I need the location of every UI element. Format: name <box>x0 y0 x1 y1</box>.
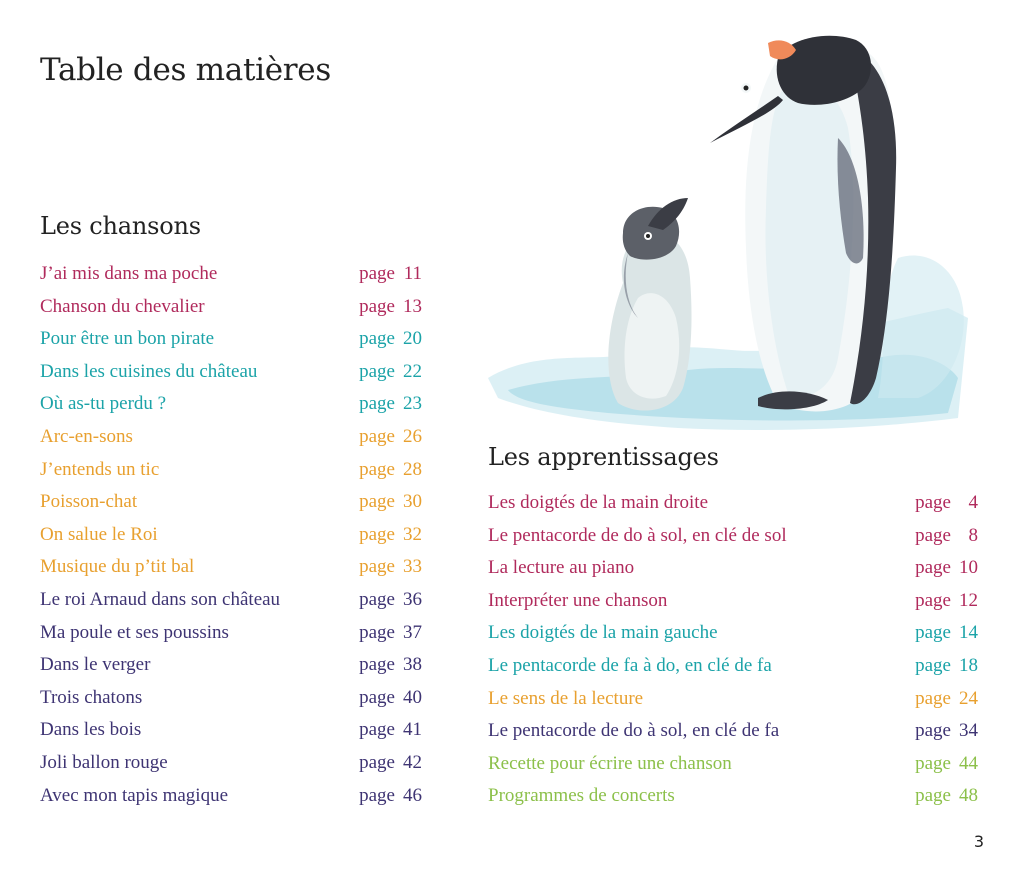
toc-entry-page <box>915 487 978 520</box>
toc-page-number: 46 <box>403 784 422 806</box>
toc-page-label: page <box>359 621 395 643</box>
toc-page-label: page <box>915 785 951 807</box>
toc-entry[interactable] <box>488 715 978 748</box>
toc-entry-title: Musique du p’tit bal <box>40 556 195 578</box>
toc-entry-title: Dans les bois <box>40 719 142 741</box>
toc-entry-title: On salue le Roi <box>40 523 158 545</box>
toc-entry-page <box>359 649 422 682</box>
toc-entry-page <box>915 617 978 650</box>
toc-entry-title: La lecture au piano <box>488 557 635 579</box>
page-number: 3 <box>973 832 984 851</box>
toc-page-number: 34 <box>959 720 978 742</box>
toc-entry-title: Pour être un bon pirate <box>40 328 215 350</box>
toc-page-label: page <box>359 295 395 317</box>
toc-entry-page <box>359 780 422 813</box>
toc-entry[interactable] <box>40 258 422 291</box>
toc-entry-page <box>359 714 422 747</box>
toc-entry[interactable] <box>40 323 422 356</box>
toc-page-number: 33 <box>403 556 422 578</box>
toc-entry-title: Recette pour écrire une chanson <box>488 752 732 774</box>
toc-page-number: 42 <box>403 751 422 773</box>
toc-entry-page <box>915 683 978 716</box>
toc-page-label: page <box>359 263 395 284</box>
toc-page-number: 13 <box>403 295 422 317</box>
toc-entry-title: Programmes de concerts <box>488 785 675 807</box>
toc-page-label: page <box>359 556 395 578</box>
toc-page-number: 23 <box>403 393 422 415</box>
toc-page-number: 11 <box>403 263 422 284</box>
toc-page-number: 30 <box>403 491 422 513</box>
toc-entry[interactable] <box>40 291 422 324</box>
toc-entry[interactable] <box>40 780 422 813</box>
songs-list <box>40 258 422 812</box>
toc-entry-title: Chanson du chevalier <box>40 295 205 317</box>
toc-entry[interactable] <box>40 454 422 487</box>
songs-section-heading: Les chansons <box>40 212 201 240</box>
toc-page-label: page <box>359 588 395 610</box>
toc-entry-page <box>359 682 422 715</box>
learning-section-heading: Les apprentissages <box>488 443 719 471</box>
toc-page-label: page <box>359 328 395 350</box>
toc-entry[interactable] <box>488 487 978 520</box>
toc-entry-page <box>359 421 422 454</box>
learning-list <box>488 487 978 813</box>
penguins-illustration <box>478 18 978 448</box>
toc-entry[interactable] <box>40 682 422 715</box>
toc-entry-title: J’ai mis dans ma poche <box>40 263 218 284</box>
toc-page-number: 40 <box>403 686 422 708</box>
toc-entry-page <box>359 551 422 584</box>
toc-page-label: page <box>359 360 395 382</box>
toc-entry-title: Les doigtés de la main droite <box>488 492 709 513</box>
toc-entry-title: Le sens de la lecture <box>488 687 644 709</box>
toc-page-number: 36 <box>403 588 422 610</box>
toc-page-label: page <box>359 784 395 806</box>
toc-entry[interactable] <box>488 617 978 650</box>
toc-entry-title: Dans le verger <box>40 654 151 676</box>
toc-entry[interactable] <box>488 748 978 781</box>
toc-entry[interactable] <box>40 714 422 747</box>
toc-page-number: 44 <box>959 752 978 774</box>
toc-page-number: 20 <box>403 328 422 350</box>
toc-entry-page <box>915 585 978 618</box>
toc-page-label: page <box>915 524 951 546</box>
toc-entry-page <box>359 258 422 291</box>
toc-page-number: 24 <box>959 687 978 709</box>
toc-entry[interactable] <box>488 780 978 813</box>
toc-entry-page <box>359 388 422 421</box>
toc-entry-title: Le roi Arnaud dans son château <box>40 588 281 610</box>
toc-entry[interactable] <box>40 649 422 682</box>
toc-page-number: 8 <box>968 524 978 546</box>
toc-entry-title: Où as-tu perdu ? <box>40 393 167 415</box>
toc-entry[interactable] <box>40 519 422 552</box>
toc-entry[interactable] <box>40 486 422 519</box>
toc-entry[interactable] <box>488 585 978 618</box>
toc-entry-page <box>359 291 422 324</box>
toc-page-number: 38 <box>403 654 422 676</box>
toc-entry-page <box>915 552 978 585</box>
toc-entry-title: J’entends un tic <box>40 458 160 480</box>
toc-page-number: 37 <box>403 621 422 643</box>
toc-entry-title: Les doigtés de la main gauche <box>488 622 718 644</box>
toc-entry-title: Interpréter une chanson <box>488 589 668 611</box>
toc-page-label: page <box>359 523 395 545</box>
toc-page-label: page <box>915 622 951 644</box>
toc-page-label: page <box>359 393 395 415</box>
toc-page-label: page <box>915 720 951 742</box>
toc-entry-page <box>359 356 422 389</box>
toc-entry[interactable] <box>40 551 422 584</box>
toc-page-number: 12 <box>959 589 978 611</box>
toc-entry[interactable] <box>40 421 422 454</box>
toc-entry[interactable] <box>488 650 978 683</box>
toc-page-label: page <box>359 491 395 513</box>
toc-page-label: page <box>359 458 395 480</box>
toc-page-label: page <box>915 557 951 579</box>
toc-entry-title: Le pentacorde de do à sol, en clé de fa <box>488 720 780 742</box>
toc-entry-page <box>915 780 978 813</box>
toc-page-number: 18 <box>959 654 978 676</box>
toc-entry-title: Trois chatons <box>40 686 143 708</box>
toc-entry[interactable] <box>488 552 978 585</box>
toc-page-number: 14 <box>959 622 978 644</box>
toc-page-number: 48 <box>959 785 978 807</box>
toc-page-number: 4 <box>968 492 978 513</box>
toc-page-label: page <box>359 686 395 708</box>
toc-entry[interactable] <box>40 584 422 617</box>
toc-entry[interactable] <box>488 683 978 716</box>
toc-entry-page <box>359 584 422 617</box>
toc-entry-page <box>359 323 422 356</box>
toc-entry-page <box>915 715 978 748</box>
toc-page-label: page <box>915 589 951 611</box>
toc-page-number: 28 <box>403 458 422 480</box>
toc-entry[interactable] <box>40 617 422 650</box>
toc-entry-page <box>915 748 978 781</box>
toc-entry-title: Arc-en-sons <box>40 425 133 447</box>
toc-entry-title: Dans les cuisines du château <box>40 360 258 382</box>
toc-entry[interactable] <box>40 388 422 421</box>
toc-page-label: page <box>915 492 951 513</box>
toc-entry-page <box>359 519 422 552</box>
toc-entry-page <box>915 520 978 553</box>
toc-page-label: page <box>915 752 951 774</box>
toc-entry-title: Le pentacorde de do à sol, en clé de sol <box>488 524 787 546</box>
toc-page-label: page <box>359 425 395 447</box>
toc-page-number: 10 <box>959 557 978 579</box>
toc-page-label: page <box>915 687 951 709</box>
toc-entry[interactable] <box>488 520 978 553</box>
toc-page-label: page <box>359 751 395 773</box>
toc-entry-page <box>915 650 978 683</box>
toc-entry-title: Ma poule et ses poussins <box>40 621 229 643</box>
toc-entry-title: Poisson-chat <box>40 491 138 513</box>
toc-entry-page <box>359 747 422 780</box>
toc-entry-title: Avec mon tapis magique <box>40 784 229 806</box>
toc-page-label: page <box>359 719 395 741</box>
toc-entry[interactable] <box>40 747 422 780</box>
page-title: Table des matières <box>40 52 331 88</box>
toc-entry-title: Le pentacorde de fa à do, en clé de fa <box>488 654 772 676</box>
toc-entry-page <box>359 617 422 650</box>
toc-page-number: 22 <box>403 360 422 382</box>
toc-entry-title: Joli ballon rouge <box>40 751 168 773</box>
toc-page-label: page <box>359 654 395 676</box>
toc-entry-page <box>359 454 422 487</box>
toc-entry-page <box>359 486 422 519</box>
toc-page-number: 26 <box>403 425 422 447</box>
toc-page-label: page <box>915 654 951 676</box>
toc-entry[interactable] <box>40 356 422 389</box>
toc-page-number: 41 <box>403 719 422 741</box>
toc-page-number: 32 <box>403 523 422 545</box>
